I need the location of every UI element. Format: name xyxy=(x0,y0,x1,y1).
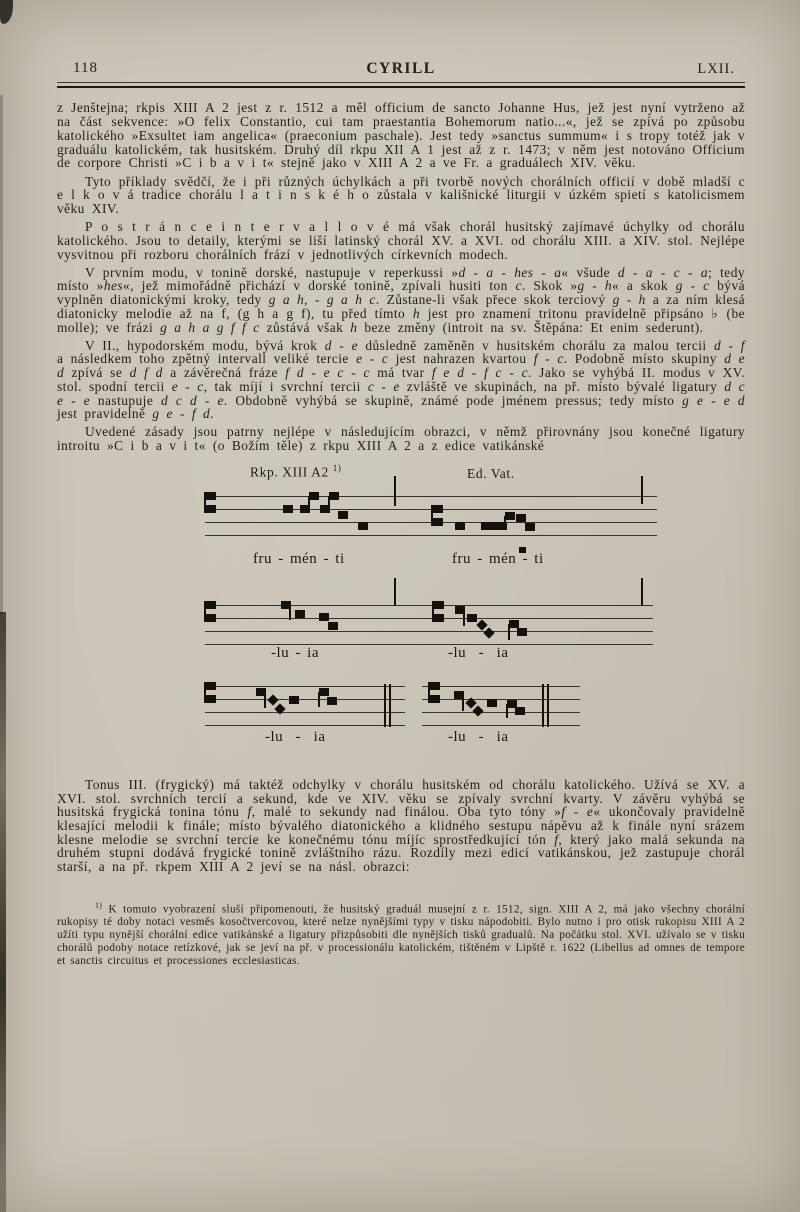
note-square xyxy=(206,695,216,703)
stem-line xyxy=(641,476,643,503)
note-square xyxy=(206,492,216,500)
paragraph: Uvedené zásady jsou patrny nejlépe v následujícím obrazci, v němž přirovnány jsou konečné ligatury introitu »C i b a v i t« (o Božím těle) z rkpu XIII A 2 a z edice vatikánské xyxy=(57,424,745,454)
note-square xyxy=(433,505,443,513)
note-square xyxy=(283,505,293,513)
article-text-upper xyxy=(57,101,745,452)
note-square xyxy=(467,614,477,622)
paragraph: V II., hypodorském modu, bývá krok d - e důsledně zaměněn v husitském chorálu za malou tercii d - f a následkem toho zpětný intervall veliké tercie e - c jest nahrazen kvartou f - c. Podobně místo skupiny d e d zpívá se d f d a závěrečná fráze f d - e c - c má tvar f e d - f c - c. Jako se vyhýbá II. modus v XV. stol. spodní tercii e - c, tak míjí i svrchní tercii c - e zvláště ve skupinách, na př. místo bývalé ligatury d c e - e nastupuje d c d - e. Obdobně vyhýbá se skupině, známé pode jménem pressus; tedy místo g e - e d jest pravidelně g e - f d. xyxy=(57,337,746,422)
running-header xyxy=(57,60,745,81)
page-content xyxy=(57,0,745,979)
chant-notation-figure xyxy=(57,463,745,765)
note-square xyxy=(517,628,527,636)
note-square xyxy=(206,682,216,690)
note-square xyxy=(338,511,348,519)
note-square xyxy=(455,522,465,530)
lyric-syllables: -lu - ia xyxy=(265,728,326,745)
figure-label-left xyxy=(250,463,342,481)
stem-line xyxy=(394,578,396,607)
note-square xyxy=(515,707,525,715)
paragraph: P o s t r á n c e i n t e r v a l l o v é má však chorál husitský zajímavé úchylky od chorálu katolického. Jsou to detaily, kterými se liší latinský chorál XV. a XVI. od chorálu XIII. a XIV. stol. Nejlépe vysvitnou při rozboru chorálních frází v jednotlivých církevních modech. xyxy=(57,219,745,262)
paragraph: Tonus III. (frygický) má taktéž odchylky v chorálu husitském od chorálu katolického. Užívá se XV. a XVI. stol. svrchních tercií a sekund, kde ve XIV. věku se zpívaly svrchní kvarty. V závěru vyhýbá se husitská frygická tonina tónu f, malé to sekundy nad finálou. Oba tyto tóny »f - e« ukončovaly pravidelně klesající melodii k finále; místo bývalého diatonického a klidného sestupu nápěvu až k finále nyní srázem klesne melodie se svrchní tercie ke konečnému tónu míjíc sprostředkující tón f, který jako malá sekunda na druhém stupni dodává frygické tonině zvláštního rázu. Rozdíly mezi edicí vatikánskou, jež zastupuje chorál starší, a na př. rkpem XIII A 2 jeví se na násl. obrazci: xyxy=(57,776,745,875)
scan-artifact-edge xyxy=(0,612,6,1212)
note-square xyxy=(497,522,507,530)
staff-line xyxy=(205,725,405,727)
staff-line xyxy=(205,699,405,701)
paragraph: V prvním modu, v tonině dorské, nastupuje v reperkussi »d - a - hes - a« všude d - a - c - a; tedy místo »hes«, jež mimořádně přichází v dorské tonině, zpívali husiti ton c. Skok »g - h« a skok g - c bývá vyplněn diatonickými kroky, tedy g a h, - g a h c. Zůstane-li však přece skok terciový g - h a za ním klesá diatonicky melodie až na f, (g h a g f), tu před tímto h jest pro znamení tritonu pravidelně připsáno ♭ (be molle); ve frázi g a h a g f f c zůstává však h beze změny (introit na sv. Štěpána: Et enim sederunt). xyxy=(57,264,745,335)
note-square xyxy=(309,492,319,500)
scan-artifact-edge xyxy=(0,95,3,615)
footnote-marker: 1) xyxy=(95,900,103,910)
lyric-syllables: -lu - ia xyxy=(448,644,509,661)
stem-line xyxy=(289,605,291,621)
lyric-syllables: fru - mén - ti xyxy=(253,550,345,567)
header-rule xyxy=(57,86,745,89)
note-square xyxy=(206,614,216,622)
staff-line xyxy=(205,618,653,620)
note-square xyxy=(430,695,440,703)
stem-line xyxy=(463,610,465,626)
lyric-syllables: -lu - ia xyxy=(271,644,319,661)
stem-line xyxy=(394,476,396,506)
header-rule-thin xyxy=(57,82,745,83)
staff-line xyxy=(422,699,580,701)
page-number: 118 xyxy=(73,60,98,76)
scan-artifact-corner xyxy=(0,0,13,24)
note-square xyxy=(206,505,216,513)
note-square xyxy=(319,688,329,696)
paragraph: Tyto příklady svědčí, že i při různých úchylkách a při tvorbě nových chorálních officií v době mladší c e l k o v á tradice chorálu l a t i n s k é h o zůstala v kališnické liturgii v úzkém spietí s katolicismem věku XIV. xyxy=(57,173,745,216)
double-barline xyxy=(542,684,544,727)
stem-line xyxy=(264,692,266,708)
note-square xyxy=(300,505,310,513)
staff-line xyxy=(205,631,653,633)
note-square xyxy=(509,620,519,628)
note-square xyxy=(289,696,299,704)
note-square xyxy=(319,613,329,621)
stem-line xyxy=(641,578,643,607)
staff-line xyxy=(205,496,657,498)
staff-line xyxy=(422,712,580,714)
double-barline xyxy=(384,684,386,727)
figure-footnote-ref: 1) xyxy=(332,462,342,473)
note-square xyxy=(434,614,444,622)
lyric-syllables: -lu - ia xyxy=(448,728,509,745)
staff-line xyxy=(422,686,580,688)
lyric-syllables: fru - mén - ti xyxy=(452,550,544,567)
figure-label-right: Ed. Vat. xyxy=(467,465,515,481)
journal-title: CYRILL xyxy=(366,60,436,77)
note-square xyxy=(329,492,339,500)
double-barline xyxy=(547,684,549,727)
figure-label-left-text: Rkp. XIII A2 xyxy=(250,464,333,480)
note-diamond xyxy=(483,627,494,638)
stem-line xyxy=(462,695,464,711)
note-square xyxy=(320,505,330,513)
note-square xyxy=(505,512,515,520)
volume-number: LXII. xyxy=(697,61,735,77)
paragraph: z Jenštejna; rkpis XIII A 2 jest z r. 1512 a měl officium de sancto Johanne Hus, jež jest nyní vytrženo až na část sekvence: »O felix Constantio, cui tam praestantia Bohemorum natio...«, jež se zpívá po způsobu katolického »Exsultet iam angelica« (praeconium paschale). Jest tedy »sanctus summum« i s tropy totéž jak v graduálu katolickém, tak husitském. Druhý díl rkpu XII A 1 jest až z r. 1473; v něm jest notováno Officium de corpore Christi »C i b a v i t« stejně jako v XIII A 2 a ve Fr. a graduálech XIV. věku. xyxy=(57,100,745,171)
staff-line xyxy=(205,712,405,714)
note-square xyxy=(328,622,338,630)
footnote-text: K tomuto vyobrazení sluší připomenouti, že husitský graduál musejní z r. 1512, sign. XIII A 2, má jako všechny chorální rukopisy té doby notaci vesměs kosočtvercovou, které nelze nynějšími typy v tisku nápodobiti. Bylo nutno i pro otisk rukopisu XIII A 2 užíti typu nynější chorální edice vatikánské a ligatury přizpůsobiti dle nynějších tisků gradualů. Na počátku stol. XVI. užívalo se v tisku chorálů podoby notace retízkové, jak se jeví na př. v processionálu katolickém, tištěném v Lipště r. 1622 (Libellus ad omnes de tempore et sanctis circuitus et processiones ecclesiasticas. xyxy=(57,903,745,968)
footnote xyxy=(57,900,745,968)
note-square xyxy=(487,699,497,707)
note-diamond xyxy=(267,694,278,705)
note-square xyxy=(295,610,305,618)
note-diamond xyxy=(472,706,483,717)
note-square xyxy=(430,682,440,690)
double-barline xyxy=(389,684,391,727)
staff-line xyxy=(205,605,653,607)
note-square xyxy=(358,522,368,530)
article-text-lower xyxy=(57,778,745,874)
note-square xyxy=(327,697,337,705)
note-square xyxy=(525,523,535,531)
staff-line xyxy=(422,725,580,727)
staff-line xyxy=(205,686,405,688)
staff-line xyxy=(205,535,657,537)
note-square xyxy=(433,518,443,526)
note-square xyxy=(516,514,526,522)
note-square xyxy=(434,601,444,609)
note-square xyxy=(206,601,216,609)
